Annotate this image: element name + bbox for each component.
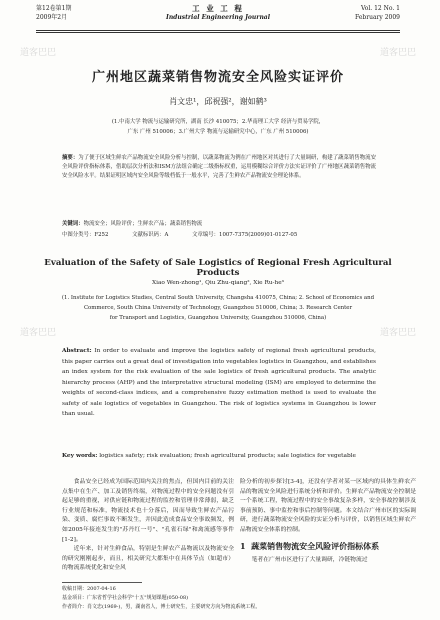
watermark: 道客巴巴 [20,48,57,58]
keywords-text-cn: 物流安全；风险评价；生鲜农产品；蔬菜销售物流 [83,221,203,227]
section-number: 1 [240,540,246,551]
abstract-label-cn: 摘要： [62,155,79,161]
affiliation-line: 广东 广州 510006；3.广州大学 物流与运输研究中心，广东 广州 510006) [127,129,309,135]
footnote-received: 收稿日期：2007-04-16 [62,586,116,592]
body-paragraph: 近年来，针对生鲜食品，特别是生鲜农产品物流以及物流安全的研究刚刚起步，而且，相关研究大都集中在具体节点（如超市）的物流系统优化和安全风 [62,546,234,572]
body-paragraph: 险分析的初步探讨[3-4]，还没有学者对某一区域内的具体生鲜农产品的物流安全风险进行系统分析和评价。生鲜农产品物流安全控制是一个系统工程，物流过程中的安全事故复杂多样，安全事故控制涉及事前预防、事中监控和事后控制等问题。本文结合广州市区的实际调研，进行蔬菜物流安全风险的实证分析与评价，以销售区域生鲜农产品物流安全体系的控制。 [240,479,416,533]
paper-title-cn: 广州地区蔬菜销售物流安全风险实证评价 [91,70,344,85]
watermark: 道客巴巴 [20,328,57,338]
abstract-cn [62,154,376,182]
section-title: 蔬菜销售物流安全风险评价指标体系 [251,540,380,551]
volume-issue: 第12卷第1期 [36,5,72,12]
footnote-author: 作者简介：肖文忠(1969-)，男，湖南省人，博士研究生，主要研究方向为物流系统工程。 [62,604,261,610]
document-code: 文献标识码：A [132,232,169,238]
paper-title-en: Evaluation of the Safety of Sale Logistics of Regional Fresh Agricultural Products [44,258,392,278]
journal-name-cn: 工 业 工 程 [192,4,244,13]
abstract-label-en: Abstract: [62,348,92,354]
volume-issue-en: Vol. 12 No. 1 [360,5,400,12]
authors-cn: 肖文忠¹，邱祝强²，谢如鹤³ [169,97,267,106]
keywords-label-en: Key words: [62,453,98,459]
watermark: 道客巴巴 [380,328,417,338]
keywords-text-en: logistics safety; risk evaluation; fresh agricultural products; sale logistics for vegetable [99,453,356,459]
body-paragraph: 食品安全已经成为国际范围内关注的焦点，但国内目前的关注点集中在生产、加工及销售终端，对物流过程中的安全问题没有引起足够的重视，对供应链和物流过程的监控和管理非常薄弱，缺乏行业规范和标准，物流技术也十分落后，因而导致生鲜农产品污染、变质、腐烂事故不断发生，并因此造成食品安全事故频发，例如2005年接连发生的"苏丹红一号"、"孔雀石绿"和禽流感等事件[1-2]。 [62,479,234,543]
header-rule [36,30,400,31]
abstract-en [62,346,376,420]
issue-date: 2009年2月 [36,14,68,21]
body-column-right [240,478,416,566]
journal-volume-info-en [355,4,400,22]
header-rule-second [36,32,400,33]
clc-number: 中图分类号：F252 [62,232,109,238]
footnote-fund: 基金项目：广东省哲学社会科学"十五"规划课题(050-08) [62,595,189,601]
watermark: 道客巴巴 [380,48,417,58]
affiliation-line: Commerce, South China University of Technology, Guangzhou 510006, China; 3. Research Center [83,305,353,311]
keywords-en [62,453,376,459]
body-column-left [62,478,234,574]
article-number: 文章编号：1007-7375(2009)01-0127-05 [192,232,298,238]
affiliation-line: (1. Institute for Logistics Studies, Central South University, Changsha 410075, China; 2. School of Economics and [61,295,375,301]
footnote-rule [62,582,142,583]
abstract-text-cn: 为了便于区域生鲜农产品物流安全风险分析与控制，以蔬菜物流为例在广州地区对其进行了大量调研，构建了蔬菜销售物流安全风险评价指标体系，借助层次分析法和ISM方法组合确定二级指标权重，运用模糊综合评价方法实证评价了广州地区蔬菜销售物流安全风险水平。结果证明区域内安全风险等级档低于一般水平，完善了生鲜农产品物流安全理论体系。 [62,155,376,180]
authors-en: Xiao Wen-zhong¹, Qiu Zhu-qiang², Xie Ru-he³ [151,280,285,286]
classification-line [62,230,376,238]
journal-name [36,4,400,22]
affiliation-line: for Transport and Logistics, Guangzhou University, Guangzhou 510006, China) [109,315,327,321]
keywords-label-cn: 关键词： [62,221,84,227]
section-heading [240,542,416,552]
abstract-text-en: In order to evaluate and improve the logistics safety of regional fresh agricultural products, this paper carries out a great deal of investigation into vegetables logistics in Guangzhou, and establishes an index system for the risk evaluation of the sale logistics of fresh agricultural products. The analytic hierarchy process (AHP) and the interpretative structural modeling (ISM) are employed to determine the weights of second-class indices, and a comprehensive fuzzy estimation method is used to evaluate the safety of sale logistics of vegetables in Guangzhou. The risk of logistics systems in Guangzhou is lower than usual. [62,348,376,417]
keywords-cn [62,219,376,227]
body-paragraph: 笔者在广州市区进行了大量调研，冷链物流过 [251,557,368,564]
affiliation-line: (1.中南大学 物流与运输研究所，湖南 长沙 410075；2.华南理工大学 经济与贸易学院， [111,119,325,125]
journal-name-en: Industrial Engineering Journal [166,14,270,21]
issue-date-en: February 2009 [355,14,400,21]
affiliations-cn [60,117,376,137]
affiliations-en [60,293,376,323]
